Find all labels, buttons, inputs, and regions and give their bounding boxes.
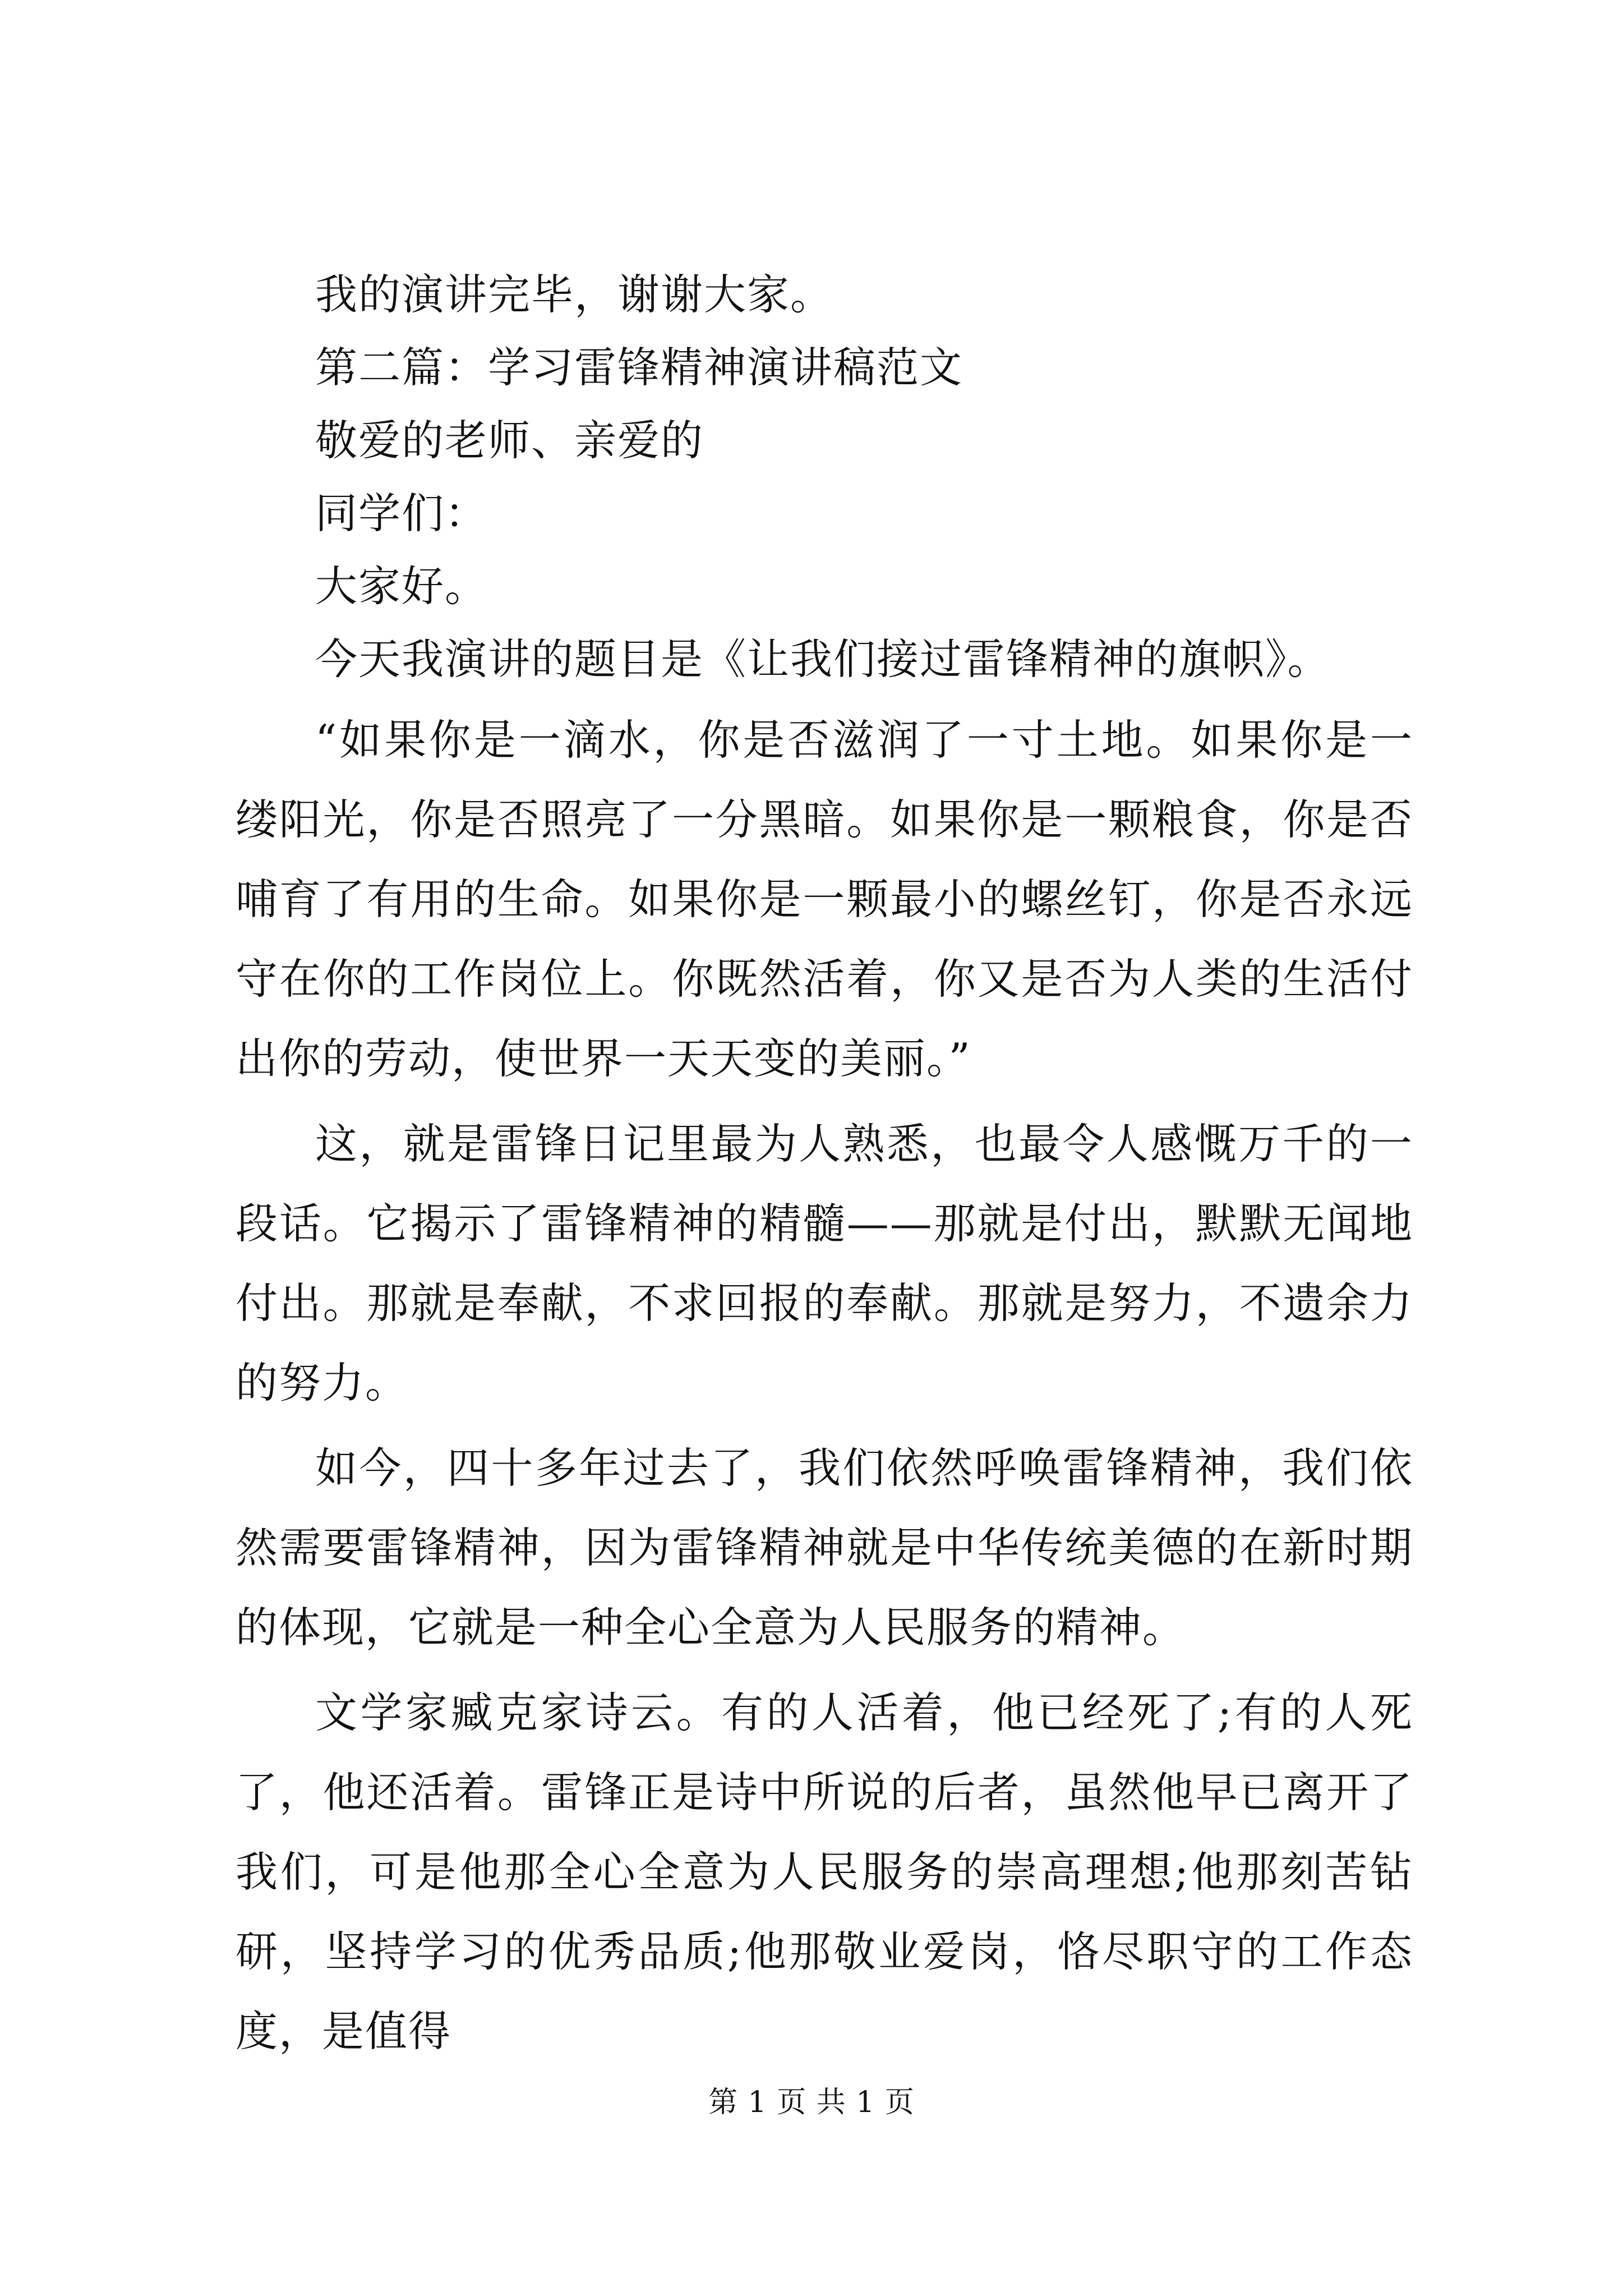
salutation-line-2: 同学们：: [315, 489, 488, 538]
poem-paragraph: 文学家臧克家诗云。有的人活着，他已经死了;有的人死了，他还活着。雷锋正是诗中所说的后者，虽然他早已离开了我们，可是他那全心全意为人民服务的崇高理想;他那刻苦钻研，坚持学习的优秀品质;他那敬业爱岗，恪尽职守的工作态度，是值得: [236, 1688, 1413, 2056]
today-paragraph: 如今，四十多年过去了，我们依然呼唤雷锋精神，我们依然需要雷锋精神，因为雷锋精神就是中华传统美德的在新时期的体现，它就是一种全心全意为人民服务的精神。: [236, 1443, 1413, 1652]
closing-line: 我的演讲完毕，谢谢大家。: [315, 270, 834, 319]
diary-paragraph: 这，就是雷锋日记里最为人熟悉，也最令人感慨万千的一段话。它揭示了雷锋精神的精髓——那就是付出，默默无闻地付出。那就是奉献，不求回报的奉献。那就是努力，不遗余力的努力。: [236, 1119, 1413, 1407]
speech-topic: 今天我演讲的题目是《让我们接过雷锋精神的旗帜》。: [315, 634, 1331, 684]
document-body: [236, 258, 1413, 2071]
section-title: 第二篇：学习雷锋精神演讲稿范文: [315, 343, 963, 392]
page-footer: 第 1 页 共 1 页: [708, 2086, 915, 2119]
salutation-line-1: 敬爱的老师、亲爱的: [315, 416, 704, 465]
quote-paragraph: “如果你是一滴水，你是否滋润了一寸土地。如果你是一缕阳光，你是否照亮了一分黑暗。如果你是一颗粮食，你是否哺育了有用的生命。如果你是一颗最小的螺丝钉，你是否永远守在你的工作岗位上。你既然活着，你又是否为人类的生活付出你的劳动，使世界一天天变的美丽。”: [236, 715, 1413, 1083]
greeting-line: 大家好。: [315, 562, 488, 611]
